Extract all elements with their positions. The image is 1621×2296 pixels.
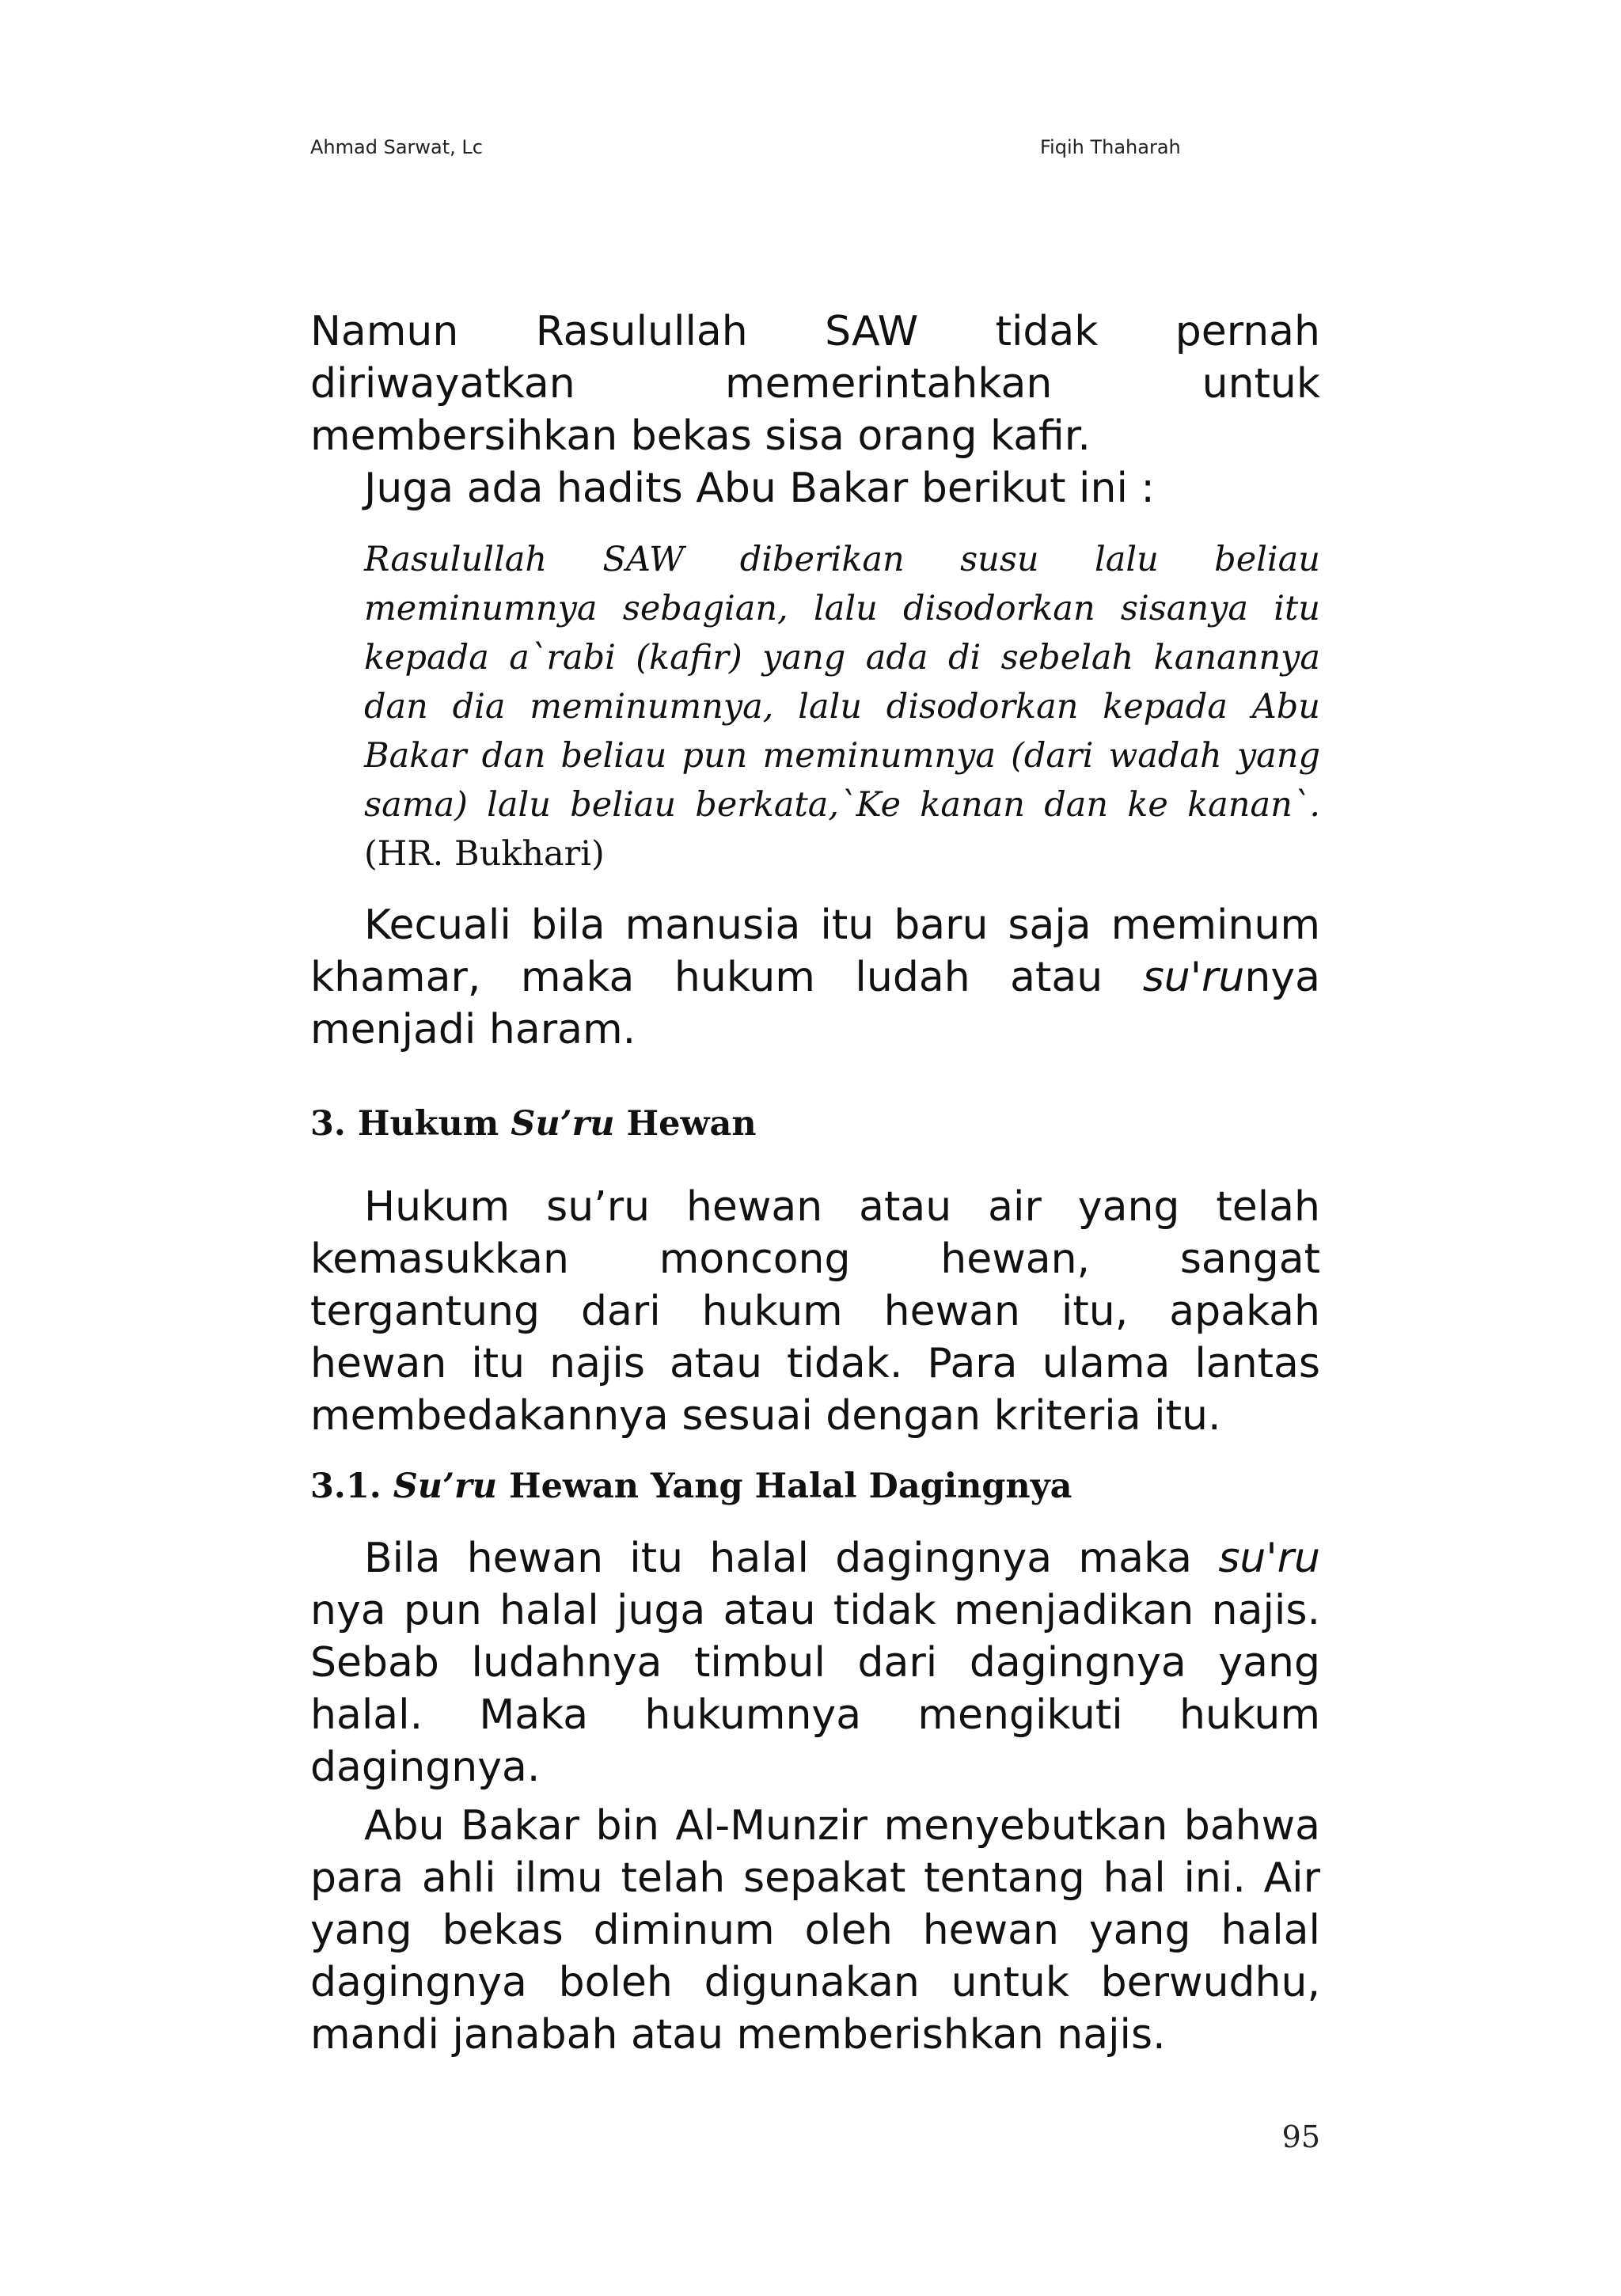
- section-3-1-italic: Su’ru: [393, 1467, 497, 1506]
- hadith-quote: [364, 535, 1320, 879]
- section-3-1-rest: Hewan Yang Halal Dagingnya: [496, 1467, 1072, 1506]
- paragraph-3-before: Kecuali bila manusia itu baru saja meminum khamar, maka hukum ludah atau: [310, 901, 1320, 1001]
- section-heading-3-1: [310, 1463, 1320, 1510]
- page-content: [310, 306, 1320, 2061]
- hadith-quote-text: Rasulullah SAW diberikan susu lalu beliau meminumnya sebagian, lalu disodorkan sisanya itu kepada a`rabi (kafir) yang ada di sebelah kanannya dan dia meminumnya, lalu disodorkan kepada Abu Bakar dan beliau pun meminumnya (dari wadah yang sama) lalu beliau berkata,`Ke kanan dan ke kanan`.: [364, 540, 1320, 825]
- section-3-1-number: 3.1.: [310, 1467, 393, 1506]
- paragraph-2: Juga ada hadits Abu Bakar berikut ini :: [364, 465, 1155, 512]
- paragraph-5-italic: su'ru: [1218, 1535, 1320, 1582]
- section-3-italic: Su’ru: [511, 1104, 615, 1144]
- hadith-reference: (HR. Bukhari): [364, 834, 605, 874]
- paragraph-5-before: Bila hewan itu halal dagingnya maka: [364, 1535, 1219, 1582]
- paragraph-3: [310, 899, 1320, 1056]
- paragraph-5-after: nya pun halal juga atau tidak menjadikan najis. Sebab ludahnya timbul dari dagingnya yang halal. Maka hukumnya mengikuti hukum dagingnya.: [310, 1587, 1320, 1791]
- paragraph-4: Hukum su’ru hewan atau air yang telah kemasukkan moncong hewan, sangat tergantung dari hukum hewan itu, apakah hewan itu najis atau tidak. Para ulama lantas membedakannya sesuai dengan kriteria itu.: [310, 1183, 1320, 1440]
- page-number: 95: [1281, 2120, 1320, 2154]
- section-3-rest: Hewan: [614, 1104, 757, 1144]
- paragraph-1: Namun Rasulullah SAW tidak pernah diriwayatkan memerintahkan untuk membersihkan bekas sisa orang kafir.: [310, 308, 1320, 460]
- header-author: Ahmad Sarwat, Lc: [310, 136, 483, 158]
- paragraph-3-after: nya menjadi haram.: [310, 954, 1320, 1053]
- header-book-title: Fiqih Thaharah: [1040, 136, 1181, 158]
- paragraph-3-italic: su'ru: [1142, 954, 1245, 1001]
- paragraph-5: [310, 1532, 1320, 1793]
- section-heading-3: [310, 1100, 1320, 1148]
- section-3-number: 3. Hukum: [310, 1104, 511, 1144]
- paragraph-6: Abu Bakar bin Al-Munzir menyebutkan bahwa para ahli ilmu telah sepakat tentang hal ini. Air yang bekas diminum oleh hewan yang halal dagingnya boleh digunakan untuk berwudhu, mandi janabah atau memberishkan najis.: [310, 1802, 1320, 2059]
